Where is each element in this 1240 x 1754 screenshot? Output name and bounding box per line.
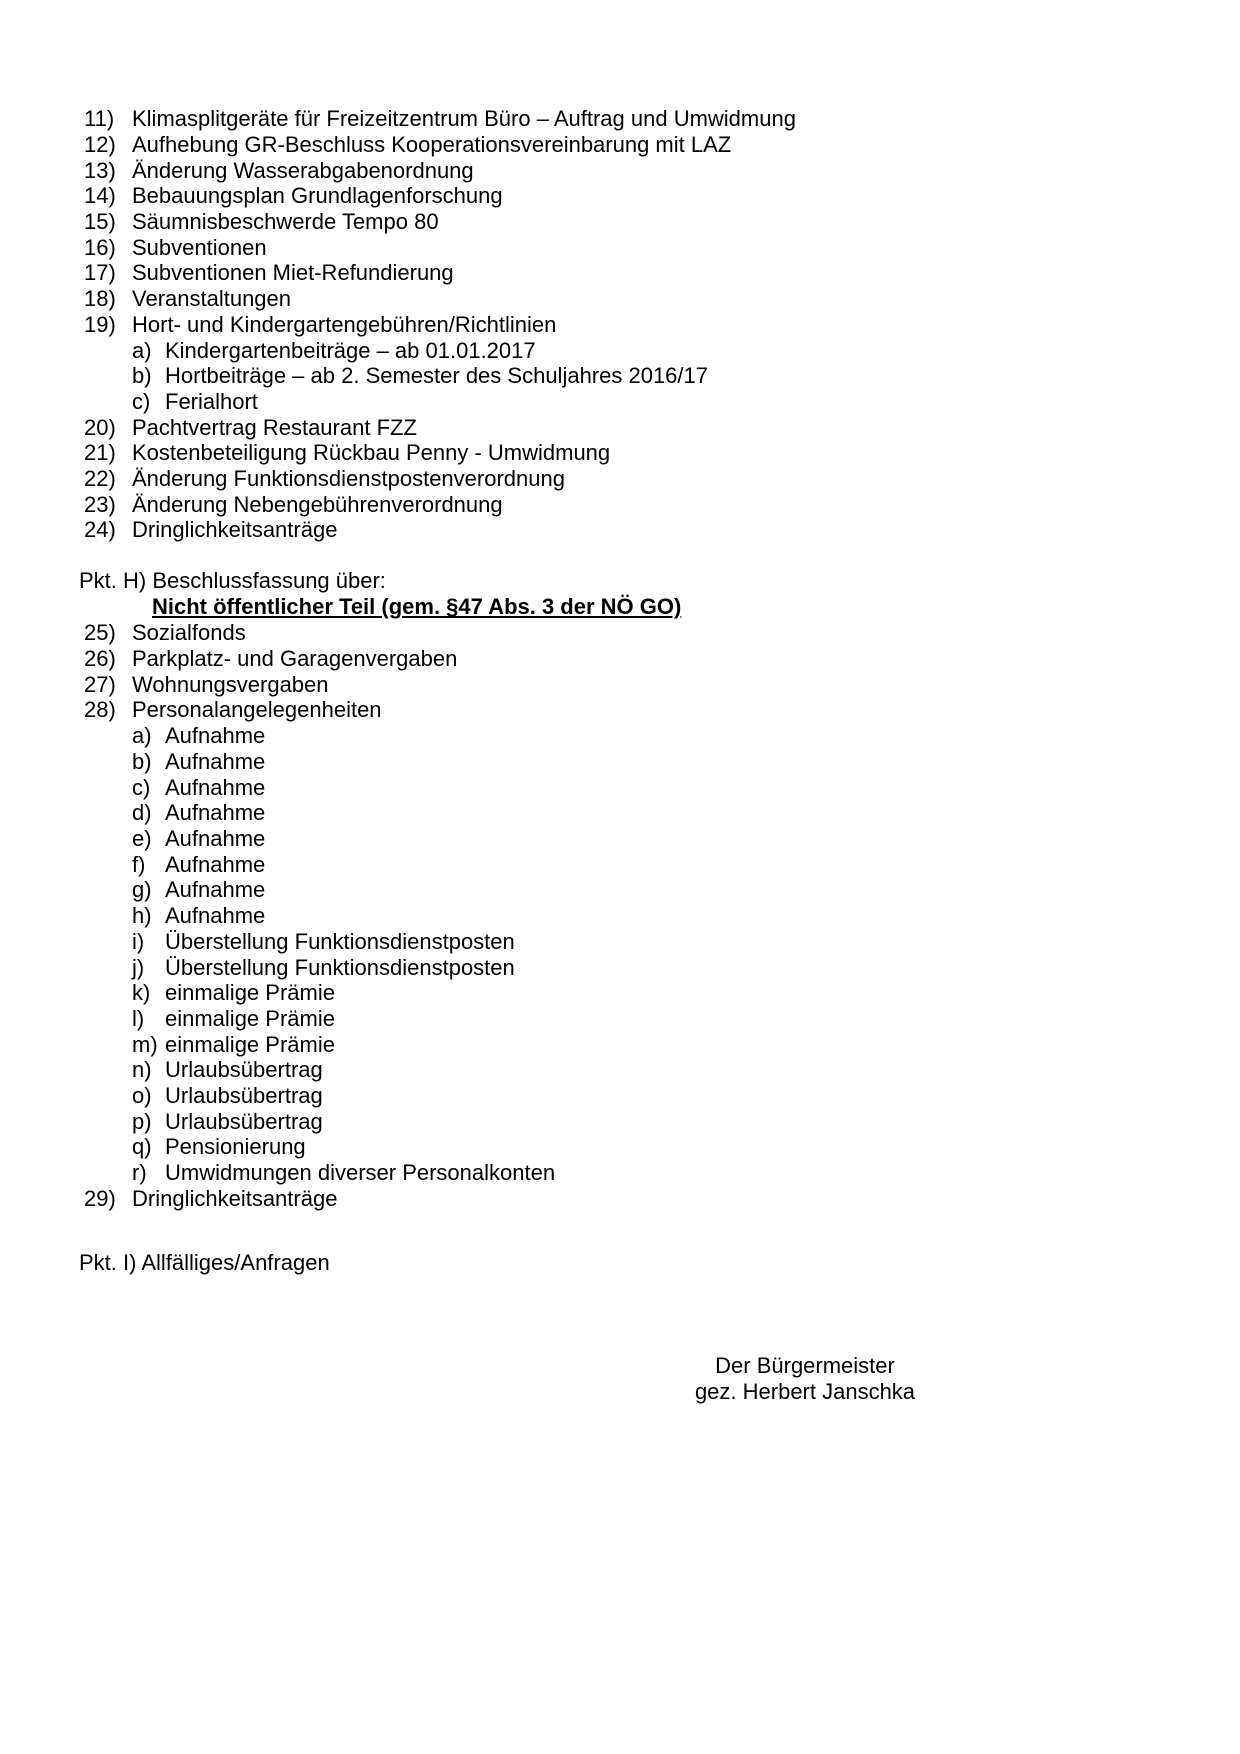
sub-item-text: Aufnahme xyxy=(165,775,266,800)
sub-item-text: Aufnahme xyxy=(165,852,266,877)
sub-item-text: Umwidmungen diverser Personalkonten xyxy=(165,1160,556,1185)
sub-item-text: Aufnahme xyxy=(165,826,266,851)
item-text: Änderung Wasserabgabenordnung xyxy=(132,158,474,183)
section-i-heading: Pkt. I) Allfälliges/Anfragen xyxy=(79,1250,330,1275)
sub-item-letter: n) xyxy=(132,1057,152,1082)
sub-item-text: Kindergartenbeiträge – ab 01.01.2017 xyxy=(165,338,536,363)
item-number: 17) xyxy=(84,260,116,285)
sub-item-letter: b) xyxy=(132,749,152,774)
sub-item-letter: a) xyxy=(132,723,152,748)
item-number: 23) xyxy=(84,492,116,517)
item-text: Klimasplitgeräte für Freizeitzentrum Büro – Auftrag und Umwidmung xyxy=(132,106,796,131)
sub-item-text: Ferialhort xyxy=(165,389,258,414)
item-text: Subventionen xyxy=(132,235,267,260)
sub-item-text: einmalige Prämie xyxy=(165,1006,335,1031)
sub-item-text: Überstellung Funktionsdienstposten xyxy=(165,955,515,980)
sub-item-letter: p) xyxy=(132,1109,152,1134)
item-text: Änderung Funktionsdienstpostenverordnung xyxy=(132,466,565,491)
sub-item-text: Überstellung Funktionsdienstposten xyxy=(165,929,515,954)
sub-item-letter: o) xyxy=(132,1083,152,1108)
item-number: 11) xyxy=(84,106,115,131)
item-number: 15) xyxy=(84,209,116,234)
sub-item-letter: b) xyxy=(132,363,152,388)
sub-item-letter: c) xyxy=(132,389,151,414)
item-text: Bebauungsplan Grundlagenforschung xyxy=(132,183,503,208)
sub-item-letter: k) xyxy=(132,980,151,1005)
item-text: Dringlichkeitsanträge xyxy=(132,1186,338,1211)
sub-item-letter: a) xyxy=(132,338,152,363)
sub-item-text: Aufnahme xyxy=(165,800,266,825)
item-number: 19) xyxy=(84,312,116,337)
sub-item-text: einmalige Prämie xyxy=(165,1032,335,1057)
sub-item-letter: h) xyxy=(132,903,152,928)
item-number: 16) xyxy=(84,235,116,260)
sub-item-letter: m) xyxy=(132,1032,158,1057)
sub-item-letter: c) xyxy=(132,775,151,800)
sub-item-letter: i) xyxy=(132,929,145,954)
item-text: Subventionen Miet-Refundierung xyxy=(132,260,454,285)
item-number: 20) xyxy=(84,415,116,440)
item-text: Parkplatz- und Garagenvergaben xyxy=(132,646,458,671)
item-text: Sozialfonds xyxy=(132,620,246,645)
item-number: 12) xyxy=(84,132,116,157)
sub-item-letter: d) xyxy=(132,800,152,825)
sub-item-text: Pensionierung xyxy=(165,1134,306,1159)
item-number: 13) xyxy=(84,158,116,183)
item-text: Änderung Nebengebührenverordnung xyxy=(132,492,503,517)
sub-item-text: Aufnahme xyxy=(165,903,266,928)
section-h-subheading: Nicht öffentlicher Teil (gem. §47 Abs. 3 der NÖ GO) xyxy=(152,594,682,619)
sub-item-letter: l) xyxy=(132,1006,145,1031)
item-text: Dringlichkeitsanträge xyxy=(132,517,338,542)
sub-item-text: Aufnahme xyxy=(165,749,266,774)
sub-item-text: Hortbeiträge – ab 2. Semester des Schuljahres 2016/17 xyxy=(165,363,708,388)
item-text: Pachtvertrag Restaurant FZZ xyxy=(132,415,417,440)
sub-item-text: Urlaubsübertrag xyxy=(165,1057,323,1082)
item-number: 26) xyxy=(84,646,116,671)
sub-item-text: Urlaubsübertrag xyxy=(165,1083,323,1108)
signature-name: gez. Herbert Janschka xyxy=(694,1379,916,1404)
sub-item-letter: r) xyxy=(132,1160,147,1185)
sub-item-letter: f) xyxy=(132,852,146,877)
signature-title: Der Bürgermeister xyxy=(715,1353,895,1378)
item-number: 25) xyxy=(84,620,116,645)
sub-item-letter: j) xyxy=(132,955,145,980)
sub-item-letter: q) xyxy=(132,1134,152,1159)
item-number: 22) xyxy=(84,466,116,491)
sub-item-text: einmalige Prämie xyxy=(165,980,335,1005)
sub-item-letter: g) xyxy=(132,877,152,902)
item-number: 27) xyxy=(84,672,116,697)
item-text: Säumnisbeschwerde Tempo 80 xyxy=(132,209,439,234)
item-number: 14) xyxy=(84,183,116,208)
item-number: 18) xyxy=(84,286,116,311)
item-text: Aufhebung GR-Beschluss Kooperationsvereinbarung mit LAZ xyxy=(132,132,732,157)
sub-item-text: Aufnahme xyxy=(165,723,266,748)
item-text: Kostenbeteiligung Rückbau Penny - Umwidmung xyxy=(132,440,611,465)
item-text: Wohnungsvergaben xyxy=(132,672,329,697)
sub-item-text: Urlaubsübertrag xyxy=(165,1109,323,1134)
item-number: 28) xyxy=(84,697,116,722)
item-text: Personalangelegenheiten xyxy=(132,697,382,722)
item-number: 24) xyxy=(84,517,116,542)
sub-item-text: Aufnahme xyxy=(165,877,266,902)
sub-item-letter: e) xyxy=(132,826,152,851)
item-text: Veranstaltungen xyxy=(132,286,292,311)
item-text: Hort- und Kindergartengebühren/Richtlinien xyxy=(132,312,557,337)
item-number: 29) xyxy=(84,1186,116,1211)
item-number: 21) xyxy=(84,440,116,465)
section-h-heading: Pkt. H) Beschlussfassung über: xyxy=(79,568,386,593)
